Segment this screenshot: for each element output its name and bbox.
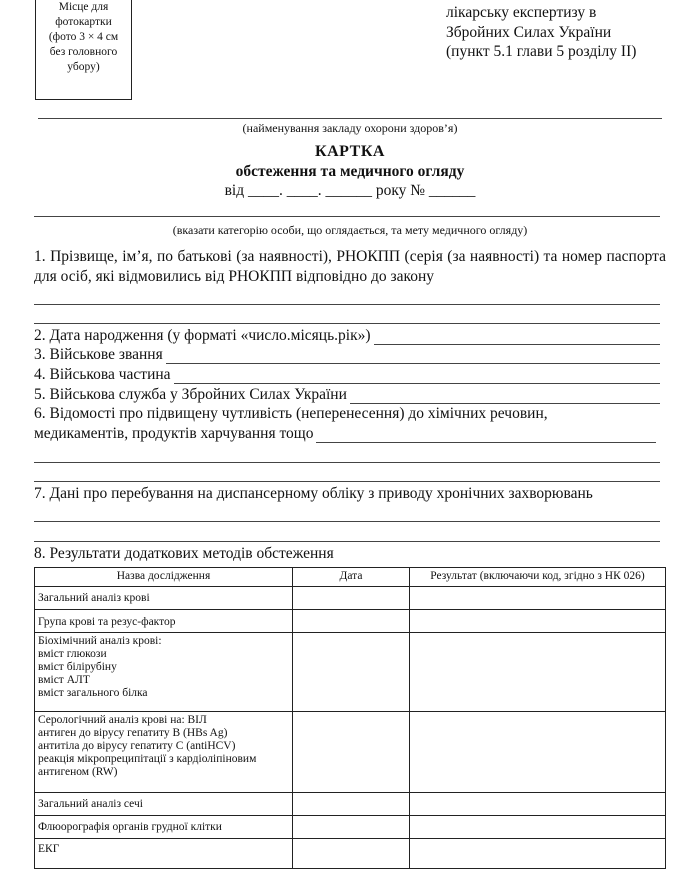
test-name-cell	[35, 633, 293, 712]
table-row	[35, 587, 666, 610]
fill-line[interactable]	[316, 429, 656, 443]
field-military-unit	[34, 366, 660, 384]
date-cell[interactable]	[293, 712, 410, 793]
fill-line[interactable]	[374, 331, 660, 345]
field-additional-exams	[34, 545, 660, 563]
date-cell[interactable]	[293, 587, 410, 610]
photo-box-line: фотокартки	[55, 16, 112, 28]
fill-line[interactable]	[350, 390, 660, 404]
field-sensitivity-label-cont: медикаментів, продуктів харчування тощо	[34, 425, 314, 442]
result-cell[interactable]	[410, 816, 666, 839]
photo-placeholder-box	[35, 0, 132, 100]
column-header-date: Дата	[293, 568, 410, 587]
test-name-subitem: вміст загального білка	[38, 687, 148, 699]
card-date-number-line: від ____. ____. ______ року № ______	[224, 182, 476, 199]
regulation-line: Збройних Силах України	[446, 23, 612, 41]
photo-box-line: (фото 3 × 4 см	[48, 31, 119, 43]
regulation-reference	[446, 3, 636, 62]
test-name-subitem: реакція мікропреципітації з кардіоліпіновим	[38, 753, 257, 765]
field-birth-date	[34, 327, 660, 345]
institution-fill-line	[38, 118, 662, 119]
fill-line[interactable]	[166, 350, 660, 364]
test-name-cell	[35, 816, 293, 839]
field-military-rank-label: 3. Військове звання	[34, 346, 163, 363]
result-cell[interactable]	[410, 712, 666, 793]
date-cell[interactable]	[293, 816, 410, 839]
test-name-cell	[35, 587, 293, 610]
test-name: Група крові та резус-фактор	[38, 616, 176, 628]
fill-line	[34, 462, 660, 463]
fill-line	[34, 521, 660, 522]
field-sensitivity-label: 6. Відомості про підвищену чутливість (неперенесення) до хімічних речовин,	[34, 405, 548, 422]
field-dispensary	[34, 485, 660, 503]
test-name-subitem: вміст білірубіну	[38, 661, 117, 673]
test-name-subitem: вміст АЛТ	[38, 674, 90, 686]
result-cell[interactable]	[410, 633, 666, 712]
field-full-name-taxid: 1. Прізвище, ім’я, по батькові (за наявності), РНОКПП (серія (за наявності) та номер паспорта для осіб, які відмовились від РНОКПП відповідно до закону	[34, 248, 666, 285]
test-name-subitem: вміст глюкози	[38, 648, 107, 660]
table-row	[35, 793, 666, 816]
field-military-service-label: 5. Військова служба у Збройних Силах України	[34, 386, 347, 403]
result-cell[interactable]	[410, 839, 666, 869]
table-row	[35, 816, 666, 839]
field-additional-exams-label: 8. Результати додаткових методів обстеження	[34, 545, 334, 562]
test-name: Серологічний аналіз крові на: ВІЛ	[38, 714, 207, 726]
test-name-subitem: антиген до вірусу гепатиту В (HBs Ag)	[38, 727, 228, 739]
column-header-result: Результат (включаючи код, згідно з НК 026)	[410, 568, 666, 587]
date-cell[interactable]	[293, 839, 410, 869]
category-fill-line	[34, 216, 660, 217]
field-military-service	[34, 386, 660, 404]
date-cell[interactable]	[293, 610, 410, 633]
field-military-unit-label: 4. Військова частина	[34, 366, 171, 383]
field-sensitivity	[34, 405, 660, 423]
test-name-cell	[35, 839, 293, 869]
test-name: Загальний аналіз крові	[38, 592, 150, 604]
date-cell[interactable]	[293, 793, 410, 816]
test-name: Флюорографія органів грудної клітки	[38, 821, 222, 833]
test-name: Біохімічний аналіз крові:	[38, 635, 162, 647]
table-row	[35, 633, 666, 712]
category-caption: (вказати категорію особи, що оглядається, та мету медичного огляду)	[172, 223, 528, 237]
test-name: Загальний аналіз сечі	[38, 798, 143, 810]
photo-box-line: Місце для	[58, 1, 109, 13]
results-table	[34, 567, 666, 869]
test-name-cell	[35, 610, 293, 633]
table-row	[35, 712, 666, 793]
regulation-line: лікарську експертизу в	[446, 4, 597, 21]
card-title: КАРТКА	[315, 143, 385, 160]
fill-line	[34, 304, 660, 305]
result-cell[interactable]	[410, 587, 666, 610]
photo-box-line: убору)	[67, 61, 100, 73]
fill-line	[34, 481, 660, 482]
card-subtitle: обстеження та медичного огляду	[235, 163, 465, 180]
column-header-test: Назва дослідження	[35, 568, 293, 587]
regulation-line: (пункт 5.1 глави 5 розділу ІІ)	[446, 43, 637, 60]
test-name: ЕКГ	[38, 843, 60, 855]
table-row	[35, 610, 666, 633]
fill-line[interactable]	[174, 370, 660, 384]
fill-line	[34, 323, 660, 324]
photo-box-line: без головного	[49, 46, 118, 58]
field-birth-date-label: 2. Дата народження (у форматі «число.місяць.рік»)	[34, 327, 371, 344]
institution-caption: (найменування закладу охорони здоров’я)	[242, 121, 458, 135]
result-cell[interactable]	[410, 793, 666, 816]
table-header-row	[35, 568, 666, 587]
test-name-cell	[35, 793, 293, 816]
result-cell[interactable]	[410, 610, 666, 633]
field-military-rank	[34, 346, 660, 364]
field-sensitivity-cont	[34, 425, 656, 443]
table-row	[35, 839, 666, 869]
field-dispensary-label: 7. Дані про перебування на диспансерному обліку з приводу хронічних захворювань	[34, 485, 593, 502]
date-cell[interactable]	[293, 633, 410, 712]
test-name-subitem: антигеном (RW)	[38, 766, 118, 778]
test-name-cell	[35, 712, 293, 793]
fill-line	[34, 541, 660, 542]
test-name-subitem: антитіла до вірусу гепатиту С (antiHCV)	[38, 740, 236, 752]
